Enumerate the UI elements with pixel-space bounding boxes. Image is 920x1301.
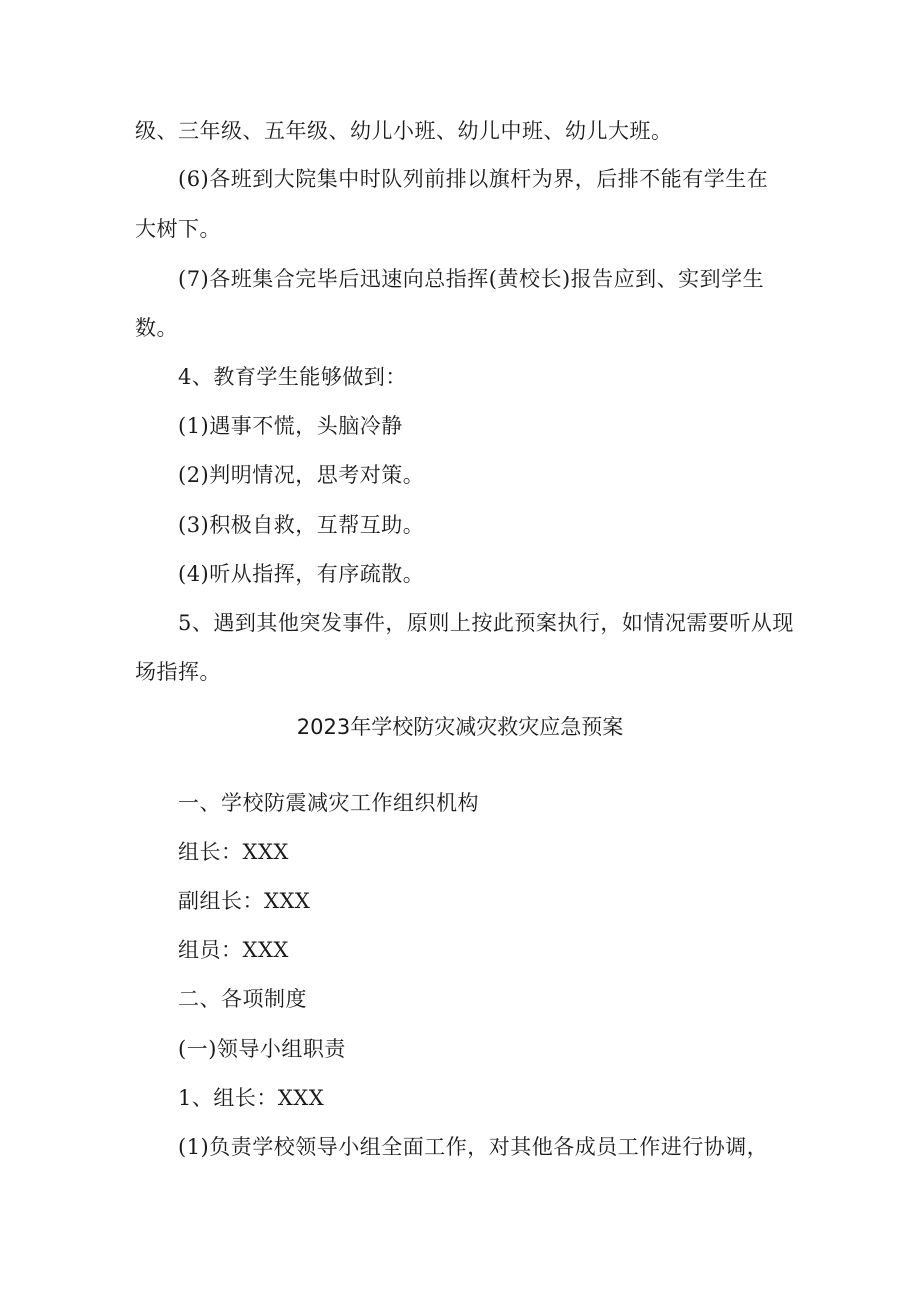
paragraph-line: 1、组长：XXX <box>178 1086 325 1110</box>
paragraph-line: (6)各班到大院集中时队列前排以旗杆为界，后排不能有学生在 <box>178 167 769 191</box>
document-title: 2023年学校防灾减灾救灾应急预案 <box>296 715 624 739</box>
paragraph-line: (3)积极自救，互帮互助。 <box>178 513 425 537</box>
subsection-heading: (一)领导小组职责 <box>178 1037 346 1061</box>
paragraph-line: (1)遇事不慌，头脑冷静 <box>178 414 403 438</box>
section-heading: 一、学校防震减灾工作组织机构 <box>178 791 479 815</box>
paragraph-line: 级、三年级、五年级、幼儿小班、幼儿中班、幼儿大班。 <box>135 119 673 143</box>
paragraph-line: 大树下。 <box>135 217 221 241</box>
paragraph-line: (2)判明情况，思考对策。 <box>178 463 425 487</box>
paragraph-line: (7)各班集合完毕后迅速向总指挥(黄校长)报告应到、实到学生 <box>178 267 765 291</box>
paragraph-line: (4)听从指挥，有序疏散。 <box>178 562 425 586</box>
paragraph-line: 组员：XXX <box>178 938 289 962</box>
paragraph-line: 5、遇到其他突发事件，原则上按此预案执行，如情况需要听从现 <box>178 611 794 635</box>
paragraph-line: 数。 <box>135 316 178 340</box>
paragraph-line: 组长：XXX <box>178 840 289 864</box>
paragraph-line: (1)负责学校领导小组全面工作，对其他各成员工作进行协调， <box>178 1135 769 1159</box>
paragraph-line: 场指挥。 <box>135 660 221 684</box>
paragraph-line: 4、教育学生能够做到： <box>178 365 407 389</box>
section-heading: 二、各项制度 <box>178 987 307 1011</box>
paragraph-line: 副组长：XXX <box>178 889 311 913</box>
